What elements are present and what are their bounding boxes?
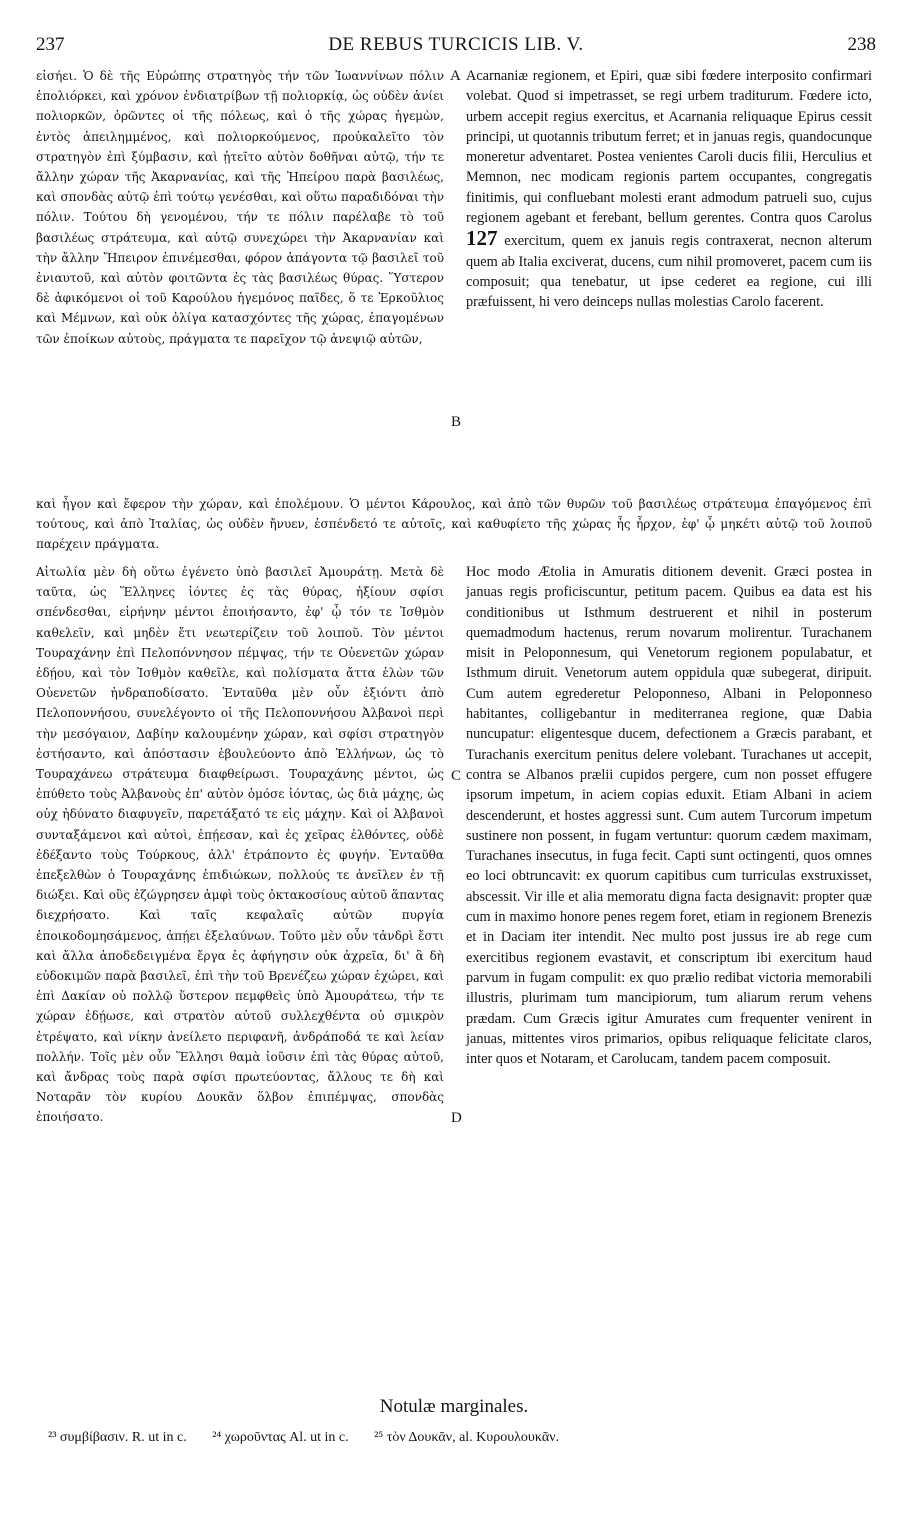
latin-top-after-marker: exercitum, quem ex januis regis contraxerat, necnon alterum quem ab Italia exciverat, ducens, cum nihil promoveret, pacem cum iis composuit; qua tenebatur, ut ipse cederet ea regione, cui illi præfuissent, hi vero deinceps nullas molestias Carolo facerent. bbox=[466, 233, 872, 311]
margin-letter-a: A bbox=[450, 68, 461, 84]
margin-letter-b: B bbox=[451, 414, 462, 430]
note-item: ²⁴ χωροῦντας Al. ut in c. bbox=[212, 1430, 349, 1445]
section-marker: 127 bbox=[466, 226, 498, 251]
greek-column-top: εἰσήει. Ὁ δὲ τῆς Εὐρώπης στρατηγὸς τήν τῶν Ἰωαννίνων πόλιν ἐπολιόρκει, καὶ χρόνον ἐνδιατρίβων τῇ πολιορκίᾳ, ὡς οὐδὲν ἀνίει πολιορκῶν, ὁρῶντες οἱ τῆς πόλεως, καὶ ὁ τῆς χώρας ἡγεμὼν, ἐντὸς ἀπειλημμένος, καὶ πολιορκούμενος, προὐκαλεῖτο τὸν στρατηγὸν ἐπὶ ξύμβασιν, καὶ ᾐτεῖτο αὐτὸν δοθῆναι αὐτῷ, τήν τε ἄλλην χώραν τῆς Ἀκαρνανίας, καὶ τῆς Ἠπείρου παρὰ βασιλέως, καὶ σπονδὰς αὐτῷ ἐπὶ τούτῳ γενέσθαι, καὶ οὕτω παραδιδόναι τὴν πόλιν. Τούτου δὴ γενομένου, τήν τε πόλιν παρέλαβε τὸ τοῦ βασιλέως στράτευμα, καὶ αὐτῷ συνεχώρει τὴν Ἀκαρνανίαν καὶ τὴν ἄλλην Ἤπειρον ἐπινέμεσθαι, φόρον ἀπάγοντα τῷ βασιλεῖ τοῦ ἐνιαυτοῦ, καὶ αὐτὸν φοιτῶντα ἐς τὰς βασιλέως θύρας. Ὕστερον δὲ ἀφικόμενοι οἱ τοῦ Καρούλου ἡγεμόνος παῖδες, ὅ τε Ἐρκοῦλιος καὶ Μέμνων, καὶ οὐκ ὀλίγα κατασχόντες τῆς χώρας, ἐπαγομένων τῶν ἐποίκων αὐτοὺς, πράγματα τε παρεῖχον τῷ ἀνεψιῷ αὐτῶν, bbox=[36, 69, 444, 346]
page-number-left: 237 bbox=[36, 34, 65, 55]
latin-column-bottom: Hoc modo Ætolia in Amuratis ditionem devenit. Græci postea in januas regis proficiscuntur, petitum pacem. Quibus ea data est his conditionibus ut Isthmum destruerent et nihil in posterum quemadmodum hactenus, rerum novarum molirentur. Turachanem misit in Peloponnesum, qui Venetorum regionem populabatur, et Isthmum diruit. Venetorum autem oppidula quæ subegerat, diripuit. Cum autem egrederetur Peloponneso, Albani in Peloponneso habitantes, colligebantur in mediterranea regione, quæ Dabia nuncupatur: eligentesque ducem, defectionem a Græcis parabant, et Turachanis exercitum penitus delere volebant. Turachanes ut accepit, contra se Albanos prælii cupidos pergere, cum non posset effugere ipsorum impetum, in aciem copias eduxit. Etiam Albani in aciem descenderunt, et hostes aggressi sunt. Cum autem Turcorum impetum sustinere non possent, in fugam vertuntur: quorum cædem maximam, Turachanes insecutus, in fuga fecit. Capti sunt octingenti, quos omnes eo loci obtruncavit: ex quorum capitibus cum turriculas exstruxisset, abscessit. Vir ille et alia memoratu digna facta designavit: propter quæ cum in maximo honore penes regem foret, etiam in regionem Brenezis et in Daciam iter intendit. Nec multo post jussus ire ab rege cum exercitibus regionem evastavit, et conscriptum ibi exercitum haud parvum in fugam compulit: ex quo prælio redibat victoria memorabili illustris, plurimam tum mancipiorum, tum aliarum rerum vehens prædam. Cum Græcis igitur Amurates cum frequenter venirent in januas, mittentes viros primarios, opibus reliquaque felicitate claros, inter quos et Notaram, et Carolucam, tandem pacem composuit. bbox=[466, 564, 872, 1068]
notes-title: Notulæ marginales. bbox=[379, 1396, 529, 1417]
running-header bbox=[36, 34, 876, 60]
greek-column-bottom: Αἰτωλία μὲν δὴ οὕτω ἐγένετο ὑπὸ βασιλεῖ Ἀμουράτῃ. Μετὰ δὲ ταῦτα, ὡς Ἕλληνες ἰόντες ἐς τὰς θύρας, ἠξίουν σφίσι σπένδεσθαι, εἰρήνην μέντοι ἐποιήσαντο, ἐφ' ᾧ τόν τε Ἰσθμὸν καθελεῖν, καὶ μηδὲν ἔτι νεωτερίζειν τοῦ λοιποῦ. Τὸν μέντοι Τουραχάνην ἐπὶ Πελοπόννησον πέμψας, τήν τε Οὐενετῶν χώραν ἐδῄου, καὶ τὸν Ἰσθμὸν καθεῖλε, καὶ πολίσματα ἄττα ἑλὼν τῶν Οὐενετῶν ἠνδραποδίσατο. Ἐνταῦθα μὲν οὖν ἐξιόντι ἀπὸ Πελοποννήσου, συνελέγοντο οἱ τῆς Πελοποννήσου Ἀλβανοὶ περὶ τὴν μεσόγαιον, Δαβίην καλουμένην χώραν, καὶ σφίσι στρατηγὸν ἐστήσαντο, καὶ ἀπόστασιν ἐβουλεύοντο ἀπὸ Ἑλλήνων, ὡς τὸ Τουραχάνεω στράτευμα διαφθείρωσι. Τουραχάνης μέντοι, ὡς ἐπύθετο τοὺς Ἀλβανοὺς ἐπ' αὐτὸν ὁμόσε ἰόντας, ὡς διὰ μάχης, ὡς οὐχ ἠδύνατο διαφυγεῖν, παρετάξατό τε εἰς μάχην. Καὶ οἱ Ἀλβανοὶ συνταξάμενοι καὶ αὐτοὶ, ἐπῄεσαν, καὶ ἐς χεῖρας ἐλθόντες, οὐδὲ ἐδέξαντο τοὺς Τούρκους, ἀλλ' ἐτράποντο ἐς φυγήν. Ἐνταῦθα ἐπεξελθὼν ὁ Τουραχάνης ἐπιδιώκων, πολλούς τε ἀνεῖλεν ἐν τῇ διώξει. Καὶ οὓς ἐζώγρησεν ἀμφὶ τοὺς ὀκτακοσίους αὐτοῦ ἅπαντας διεχρήσατο. Καὶ ταῖς κεφαλαῖς αὐτῶν πυργία ἐποικοδομησάμενος, ἀπῄει ἐξελαύνων. Τοῦτο μὲν οὖν τἀνδρὶ ἔστι καὶ ἄλλα ἀποδεδειγμένα ἔργα ἐς ἀφήγησιν οὐκ ἀχρεῖα, δι' ἃ δὴ εὐδοκιμῶν παρὰ βασιλεῖ, ἐπὶ τὴν τοῦ Βρενέζεω χώραν ἐχώρει, καὶ ἐπὶ Δακίαν οὐ πολλῷ ὕστερον πεμφθεὶς ὑπὸ Ἀμουράτεω, τήν τε χώραν ἐδῄωσε, καὶ στρατὸν αὐτοῦ συλλεχθέντα οὐ σμικρὸν ἐτρέψατο, καὶ νίκην ἀνείλετο περιφανῆ, ἀνδράποδά τε καὶ λείαν πολλήν. Τοῖς μὲν οὖν Ἕλλησι θαμὰ ἰοῦσιν ἐπὶ τὰς θύρας αὐτοῦ, καὶ ἄνδρας τοὺς παρὰ σφίσι πρωτεύοντας, ἄλλους τε δὴ καὶ Νοταρᾶν τὸν κυρίου Δουκᾶν ὅλβον ἐπιπέμψας, σπονδὰς ἐποιήσατο. bbox=[36, 565, 444, 1125]
latin-column-top bbox=[466, 66, 872, 313]
note-item: ²³ συμβίβασιν. R. ut in c. bbox=[48, 1430, 187, 1445]
note-item: ²⁵ τὸν Δουκᾶν, al. Κυρουλουκᾶν. bbox=[374, 1430, 560, 1445]
marginal-notes bbox=[48, 1430, 888, 1446]
greek-full-width-paragraph: καὶ ἦγον καὶ ἔφερον τὴν χώραν, καὶ ἐπολέμουν. Ὁ μέντοι Κάρουλος, καὶ ἀπὸ τῶν θυρῶν τοῦ βασιλέως στράτευμα ἐπαγόμενος ἐπὶ τούτους, καὶ ἀπὸ Ἰταλίας, ὡς οὐδὲν ἤνυεν, ἐσπένδετό τε αὐτοῖς, καὶ καθυφίετο τῆς χώρας ἧς ἦρχον, ἐφ' ᾧ μηκέτι αὐτῷ τοῦ λοιποῦ παρέχειν πράγματα. bbox=[36, 497, 872, 552]
margin-letter-c: C bbox=[451, 768, 462, 784]
page-number-right: 238 bbox=[847, 34, 876, 55]
margin-letter-d: D bbox=[451, 1110, 462, 1126]
running-title: DE REBUS TURCICIS LIB. V. bbox=[328, 34, 584, 55]
latin-top-before-marker: Acarnaniæ regionem, et Epiri, quæ sibi fœdere interposito confirmari volebat. Quod si impetrasset, se regi urbem traditurum. Fœdere icto, urbem accepit regius exercitus, et Acarnania reliquaque Epirus cessit principi, ut quotannis tributum ferret; et in januas regis, quandocunque moneretur adventaret. Postea venientes Caroli ducis filii, Herculius et Memnon, nec modicam regionis partem occupantes, congregatis finitimis, qui confluebant molesti erant admodum patrueli suo, cujus regionem agebant et ferebant, bellum gerentes. Contra quos Carolus bbox=[466, 68, 872, 227]
